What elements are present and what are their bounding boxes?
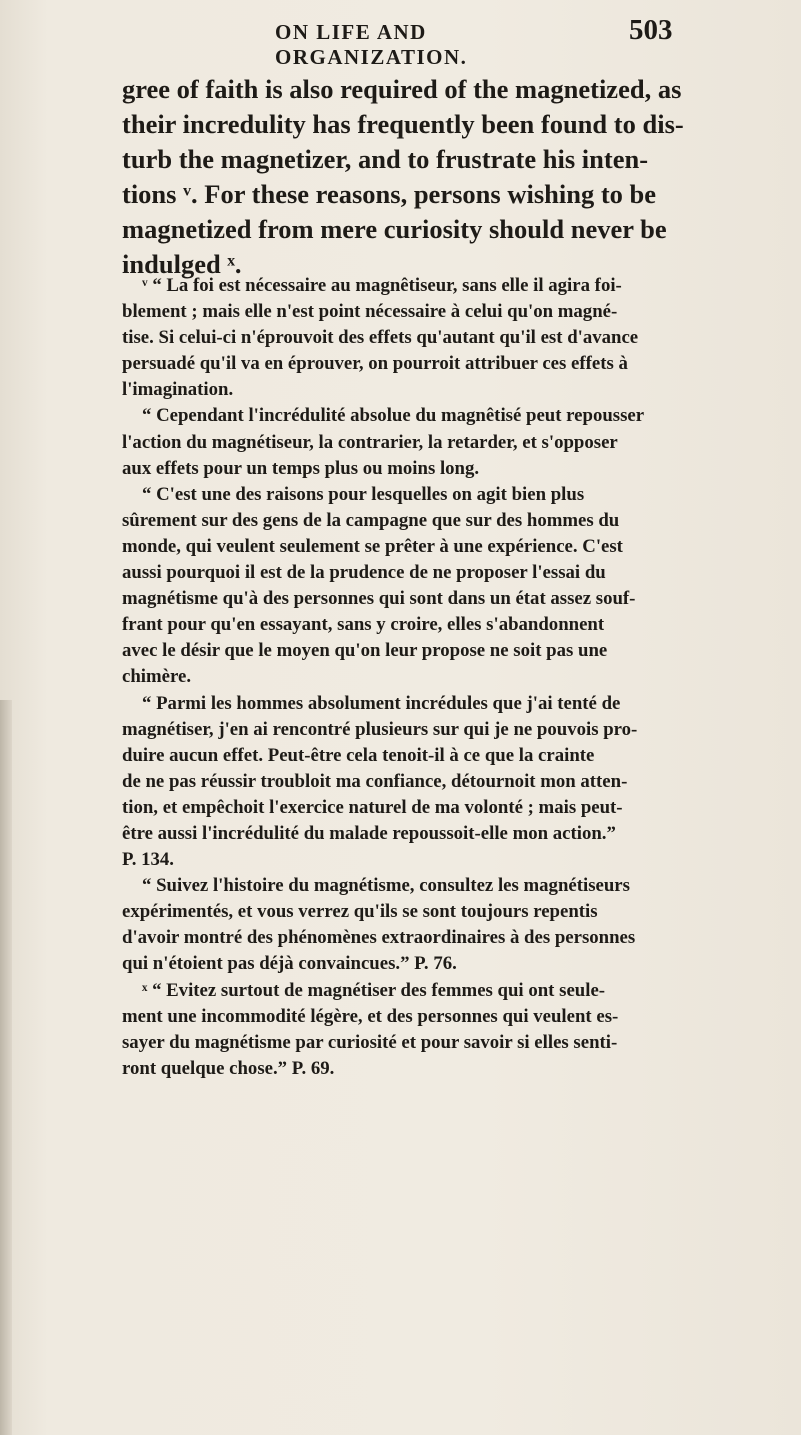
footnote-line: sayer du magnétisme par curiosité et pour savoir si elles senti- bbox=[122, 1031, 618, 1053]
body-line: turb the magnetizer, and to frustrate his inten- bbox=[122, 144, 649, 174]
footnote-line: l'imagination. bbox=[122, 379, 234, 401]
footnote-line: aussi pourquoi il est de la prudence de ne proposer l'essai du bbox=[122, 562, 606, 584]
footnote-line: blement ; mais elle n'est point nécessaire à celui qu'on magné- bbox=[122, 301, 618, 323]
footnote-line: ront quelque chose.” P. 69. bbox=[122, 1057, 335, 1079]
body-line: tions ᵛ. For these reasons, persons wishing to be bbox=[122, 179, 657, 209]
body-line: indulged ˣ. bbox=[122, 249, 242, 279]
footnote-line: frant pour qu'en essayant, sans y croire, elles s'abandonnent bbox=[122, 614, 605, 636]
footnote-line: l'action du magnétiseur, la contrarier, la retarder, et s'opposer bbox=[122, 431, 618, 453]
footnote-line: “ Cependant l'incrédulité absolue du magnêtisé peut repousser bbox=[142, 405, 645, 427]
footnote-line: tion, et empêchoit l'exercice naturel de ma volonté ; mais peut- bbox=[122, 796, 623, 818]
footnote-line: sûrement sur des gens de la campagne que sur des hommes du bbox=[122, 509, 620, 531]
footnote-line: monde, qui veulent seulement se prêter à une expérience. C'est bbox=[122, 535, 623, 557]
footnote-line: aux effets pour un temps plus ou moins long. bbox=[122, 457, 480, 479]
main-text bbox=[122, 72, 714, 282]
footnote-line: ˣ “ Evitez surtout de magnétiser des femmes qui ont seule- bbox=[142, 979, 606, 1001]
page-gutter-shadow bbox=[0, 700, 12, 1435]
footnote-line: “ Suivez l'histoire du magnétisme, consultez les magnétiseurs bbox=[142, 875, 630, 897]
body-line: magnetized from mere curiosity should never be bbox=[122, 214, 667, 244]
footnote-line: magnétiser, j'en ai rencontré plusieurs sur qui je ne pouvois pro- bbox=[122, 718, 638, 740]
body-line: their incredulity has frequently been found to dis- bbox=[122, 109, 684, 139]
footnote-line: ment une incommodité légère, et des personnes qui veulent es- bbox=[122, 1005, 619, 1027]
running-header: ON LIFE AND ORGANIZATION. bbox=[275, 20, 468, 69]
footnote-line: ᵛ “ La foi est nécessaire au magnêtiseur, sans elle il agira foi- bbox=[142, 275, 622, 296]
footnote-line: de ne pas réussir troubloit ma confiance, détournoit mon atten- bbox=[122, 770, 628, 792]
footnote-line: tise. Si celui-ci n'éprouvoit des effets qu'autant qu'il est d'avance bbox=[122, 327, 639, 349]
footnote-line: “ C'est une des raisons pour lesquelles on agit bien plus bbox=[142, 483, 585, 505]
footnote-line: chimère. bbox=[122, 666, 192, 688]
body-line: gree of faith is also required of the magnetized, as bbox=[122, 74, 682, 104]
page-number: 503 bbox=[629, 14, 673, 46]
footnote-line: d'avoir montré des phénomènes extraordinaires à des personnes bbox=[122, 927, 636, 949]
footnotes bbox=[122, 273, 714, 1082]
footnote-line: avec le désir que le moyen qu'on leur propose ne soit pas une bbox=[122, 640, 608, 662]
footnote-line: “ Parmi les hommes absolument incrédules que j'ai tenté de bbox=[142, 692, 621, 714]
footnote-line: expérimentés, et vous verrez qu'ils se sont toujours repentis bbox=[122, 901, 598, 923]
footnote-line: qui n'étoient pas déjà convaincues.” P. 76. bbox=[122, 953, 457, 975]
footnote-line: magnétisme qu'à des personnes qui sont dans un état assez souf- bbox=[122, 588, 636, 610]
footnote-line: P. 134. bbox=[122, 849, 175, 871]
footnote-line: être aussi l'incrédulité du malade repoussoit-elle mon action.” bbox=[122, 822, 616, 844]
footnote-line: duire aucun effet. Peut-être cela tenoit-il à ce que la crainte bbox=[122, 744, 595, 766]
footnote-line: persuadé qu'il va en éprouver, on pourroit attribuer ces effets à bbox=[122, 353, 628, 375]
